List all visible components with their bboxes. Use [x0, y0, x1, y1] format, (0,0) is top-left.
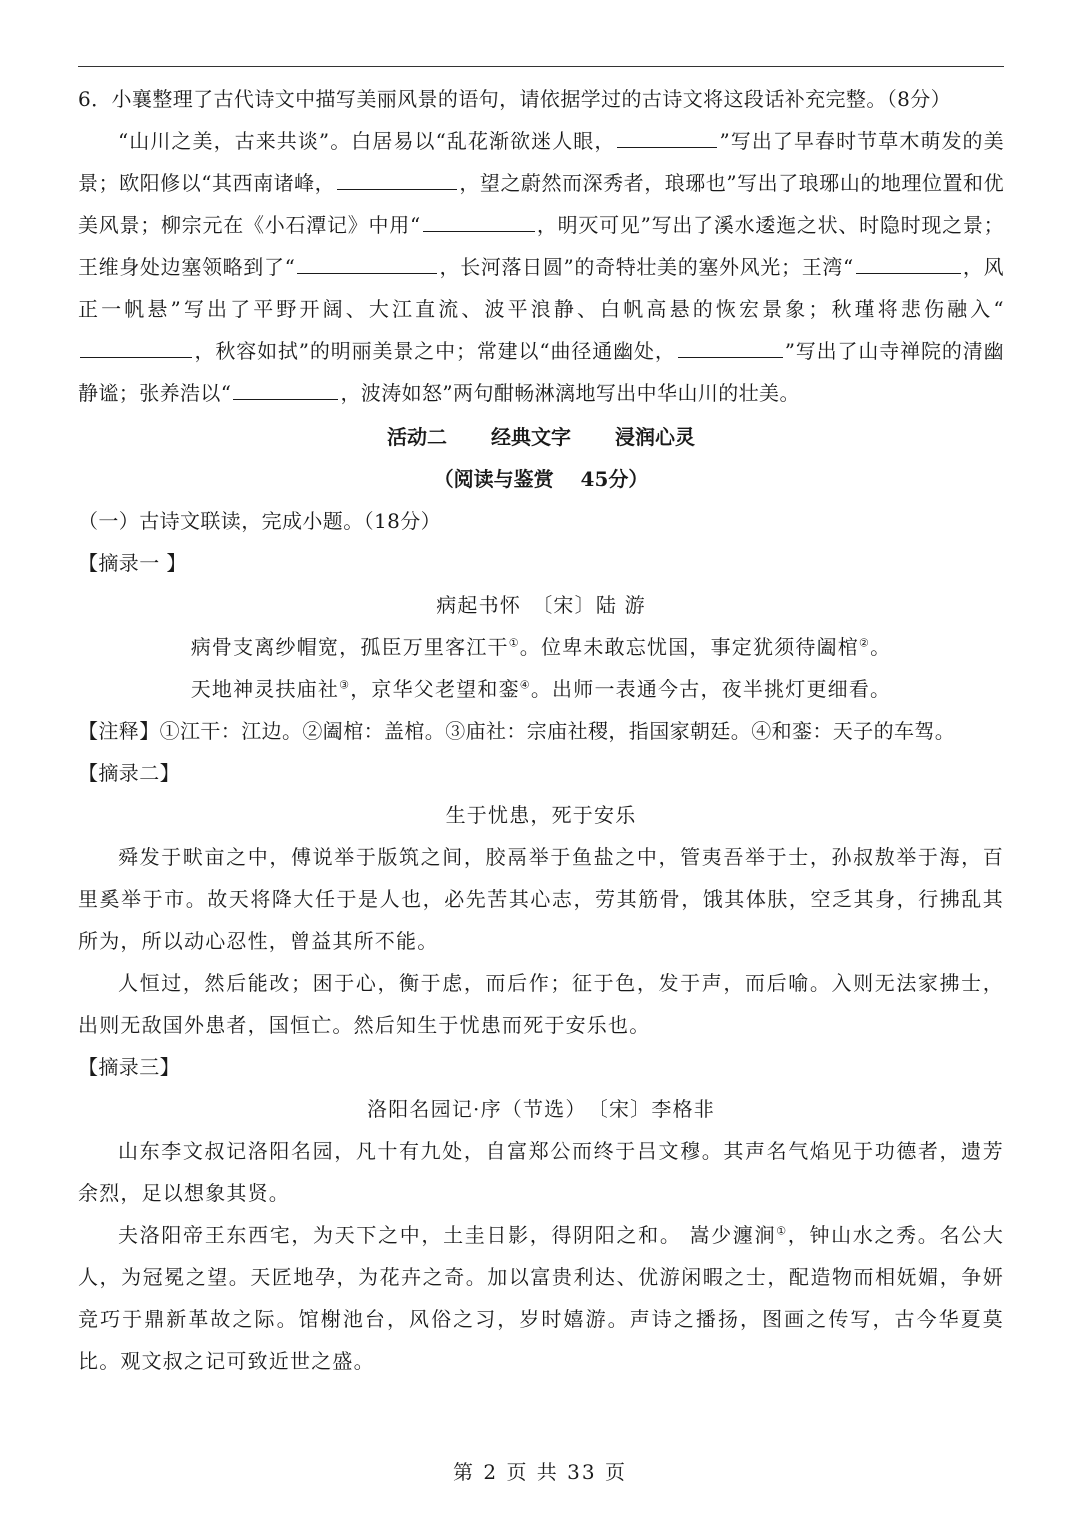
activity-subtitle: （阅读与鉴赏 45分） [433, 467, 649, 491]
footnote-mark-4: ④ [519, 678, 531, 692]
excerpt-3-paragraph-2 [78, 1214, 1004, 1382]
excerpt-3-title: 洛阳名园记·序（节选） 〔宋〕李格非 [367, 1097, 715, 1121]
activity-heading [78, 416, 1004, 458]
excerpt-1-line-1 [78, 626, 1004, 668]
footnote-mark-2: ② [859, 636, 871, 650]
activity-part-2: 经典文字 [491, 425, 571, 449]
question-6-body [78, 120, 1004, 414]
poem-line-2a: 天地神灵扶庙社 [190, 677, 340, 701]
footnote-mark-1: ① [508, 636, 520, 650]
excerpt-1-label: 【摘录一 】 [78, 551, 187, 575]
q6-text-3: ，望之蔚然而深秀者，琅琊也”写出了琅琊山的地理位置和优美风景；柳宗元在《小石潭记》中用“ [78, 171, 1004, 237]
excerpt-2-paragraph-1: 舜发于畎亩之中，傅说举于版筑之间，胶鬲举于鱼盐之中，管夷吾举于士，孙叔敖举于海，百里奚举于市。故天将降大任于是人也，必先苦其心志，劳其筋骨，饿其体肤，空乏其身，行拂乱其所为，所以动心忍性，曾益其所不能。 [78, 845, 1004, 953]
excerpt-2-label: 【摘录二】 [78, 761, 180, 785]
answer-blank-2[interactable] [337, 171, 457, 190]
excerpt-1-notes: 【注释】①江干：江边。②阖棺：盖棺。③庙社：宗庙社稷，指国家朝廷。④和銮：天子的车驾。 [78, 719, 956, 743]
header-rule [78, 66, 1004, 67]
q6-text-2: ”写出了早春时节草木萌发的美景；欧阳修以“其西南诸峰， [78, 129, 1004, 195]
excerpt-1-poem-title: 病起书怀 〔宋〕陆 游 [436, 593, 646, 617]
content-area [78, 78, 1004, 1382]
section-1-title: （一）古诗文联读，完成小题。（18分） [78, 509, 442, 533]
q6-text-9: ，波涛如怒”两句酣畅淋漓地写出中华山川的壮美。 [340, 381, 800, 405]
q6-text-8: ”写出了山寺禅院的清幽静谧；张养浩以“ [78, 339, 1004, 405]
excerpt-3-paragraph-1: 山东李文叔记洛阳名园，凡十有九处，自富郑公而终于吕文穆。其声名气焰见于功德者，遗芳余烈，足以想象其贤。 [78, 1139, 1004, 1205]
excerpt-1-line-2 [78, 668, 1004, 710]
q6-text-5: ，长河落日圆”的奇特壮美的塞外风光；王湾“ [439, 255, 854, 279]
footnote-mark-5: ① [776, 1224, 788, 1238]
q6-text-6: ，风正一帆悬”写出了平野开阔、大江直流、波平浪静、白帆高悬的恢宏景象；秋瑾将悲伤融入“ [78, 255, 1004, 321]
q6-text-7: ，秋容如拭”的明丽美景之中；常建以“曲径通幽处， [194, 339, 676, 363]
footnote-mark-3: ③ [339, 678, 351, 692]
q6-text-1: “山川之美，古来共谈”。白居易以“乱花渐欲迷人眼， [118, 129, 616, 153]
poem-line-2c: 。出师一表通今古，夜半挑灯更细看。 [530, 677, 892, 701]
activity-part-1: 活动二 [387, 425, 447, 449]
poem-line-1a: 病骨支离纱帽宽，孤臣万里客江干 [190, 635, 509, 659]
excerpt-3-label: 【摘录三】 [78, 1055, 180, 1079]
excerpt-2-title: 生于忧患，死于安乐 [445, 803, 637, 827]
page-number: 第 2 页 共 33 页 [453, 1460, 627, 1484]
excerpt-3-p2-part-b: ，钟山水之秀。名公大人，为冠冕之望。天匠地孕，为花卉之奇。加以富贵利达、优游闲暇之士，配造物而相妩媚，争妍竞巧于鼎新革故之际。馆榭池台，风俗之习，岁时嬉游。声诗之播扬，图画之传写，古今华夏莫比。观文叔之记可致近世之盛。 [78, 1223, 1005, 1373]
excerpt-2-paragraph-2: 人恒过，然后能改；困于心，衡于虑，而后作；征于色，发于声，而后喻。入则无法家拂士，出则无敌国外患者，国恒亡。然后知生于忧患而死于安乐也。 [78, 971, 1004, 1037]
answer-blank-7[interactable] [678, 339, 783, 358]
poem-line-1c: 。 [870, 635, 892, 659]
poem-line-1b: 。位卑未敢忘忧国，事定犹须待阖棺 [519, 635, 859, 659]
excerpt-3-p2-part-a: 夫洛阳帝王东西宅，为天下之中，土圭日影，得阴阳之和。 嵩少瀍涧 [118, 1223, 777, 1247]
answer-blank-8[interactable] [233, 381, 338, 400]
activity-part-3: 浸润心灵 [615, 425, 695, 449]
answer-blank-5[interactable] [856, 255, 961, 274]
q6-text-4: ，明灭可见”写出了溪水逶迤之状、时隐时现之景；王维身处边塞领略到了“ [78, 213, 1004, 279]
poem-line-2b: ，京华父老望和銮 [350, 677, 520, 701]
answer-blank-6[interactable] [80, 339, 192, 358]
question-6-title: 6．小襄整理了古代诗文中描写美丽风景的语句，请依据学过的古诗文将这段话补充完整。（8分） [78, 87, 952, 111]
answer-blank-4[interactable] [297, 255, 437, 274]
answer-blank-1[interactable] [617, 129, 717, 148]
answer-blank-3[interactable] [423, 213, 535, 232]
